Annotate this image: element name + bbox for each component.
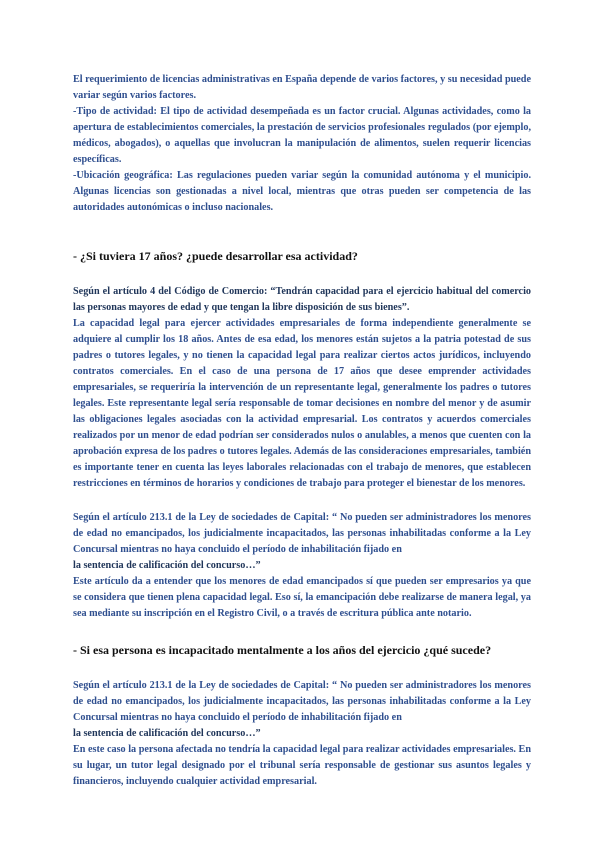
section2-heading: - Si esa persona es incapacitado mentalmente a los años del ejercicio ¿qué sucede? — [73, 643, 492, 657]
section2-body: En este caso la persona afectada no tendría la capacidad legal para realizar actividades empresariales. En su lugar, un tutor legal designado por el tribunal sería responsable de gestionar sus asuntos legales y financieros, incluyendo cualquier actividad empresarial. — [73, 744, 531, 787]
intro-location: -Ubicación geográfica: Las regulaciones pueden variar según la comunidad autónoma y el municipio. Algunas licencias son gestionadas a nivel local, mientras que otras pueden ser competencia de las autoridades autonómicas o incluso nacionales. — [73, 170, 531, 213]
section2-quote: Según el artículo 213.1 de la Ley de sociedades de Capital: “ No pueden ser administradores los menores de edad no emancipados, los judicialmente incapacitados, las personas inhabilitadas conforme a la Ley Concursal mientras no haya concluido el período de inhabilitación fijado en — [73, 680, 531, 723]
section1-quote: Según el artículo 4 del Código de Comercio: “Tendrán capacidad para el ejercicio habitual del comercio las personas mayores de edad y que tengan la libre disposición de sus bienes”. — [73, 286, 531, 313]
section1-body2: Este artículo da a entender que los menores de edad emancipados sí que pueden ser empresarios ya que se considera que tienen plena capacidad legal. Eso sí, la emancipación debe realizarse de manera legal, ya sea mediante su inscripción en el Registro Civil, o a través de escritura pública ante notario. — [73, 576, 531, 619]
section2-quote-tail: la sentencia de calificación del concurso…” — [73, 728, 261, 739]
section1-heading: - ¿Si tuviera 17 años? ¿puede desarrollar esa actividad? — [73, 249, 358, 263]
section1-quote2: Según el artículo 213.1 de la Ley de sociedades de Capital: “ No pueden ser administradores los menores de edad no emancipados, los judicialmente incapacitados, las personas inhabilitadas conforme a la Ley Concursal mientras no haya concluido el período de inhabilitación fijado en — [73, 512, 531, 555]
document-page — [73, 72, 531, 790]
intro-activity-type: -Tipo de actividad: El tipo de actividad desempeñada es un factor crucial. Algunas actividades, como la apertura de establecimientos comerciales, la prestación de servicios profesionales regulados (por ejemplo, médicos, abogados), o aquellas que involucran la manipulación de alimentos, suelen requerir licencias específicas. — [73, 106, 531, 165]
section1-quote2-tail: la sentencia de calificación del concurso…” — [73, 560, 261, 571]
section1-body: La capacidad legal para ejercer actividades empresariales de forma independiente generalmente se adquiere al cumplir los 18 años. Antes de esa edad, los menores están sujetos a la patria potestad de sus padres o tutores legales, y no tienen la capacidad legal para realizar ciertos actos jurídicos, incluyendo contratos comerciales. En el caso de una persona de 17 años que desee emprender actividades empresariales, se requeriría la intervención de un representante legal, generalmente los padres o tutores legales. Este representante legal sería responsable de tomar decisiones en nombre del menor y de asumir las obligaciones legales asociadas con la actividad empresarial. Los contratos y acuerdos comerciales realizados por un menor de edad podrían ser considerados nulos o anulables, a menos que cuenten con la aprobación expresa de los padres o tutores legales. Además de las consideraciones empresariales, también es importante tener en cuenta las leyes laborales relacionadas con el trabajo de menores, que establecen restricciones en términos de horarios y condiciones de trabajo para proteger el bienestar de los menores. — [73, 318, 531, 489]
intro-paragraph: El requerimiento de licencias administrativas en España depende de varios factores, y su necesidad puede variar según varios factores. — [73, 74, 531, 101]
